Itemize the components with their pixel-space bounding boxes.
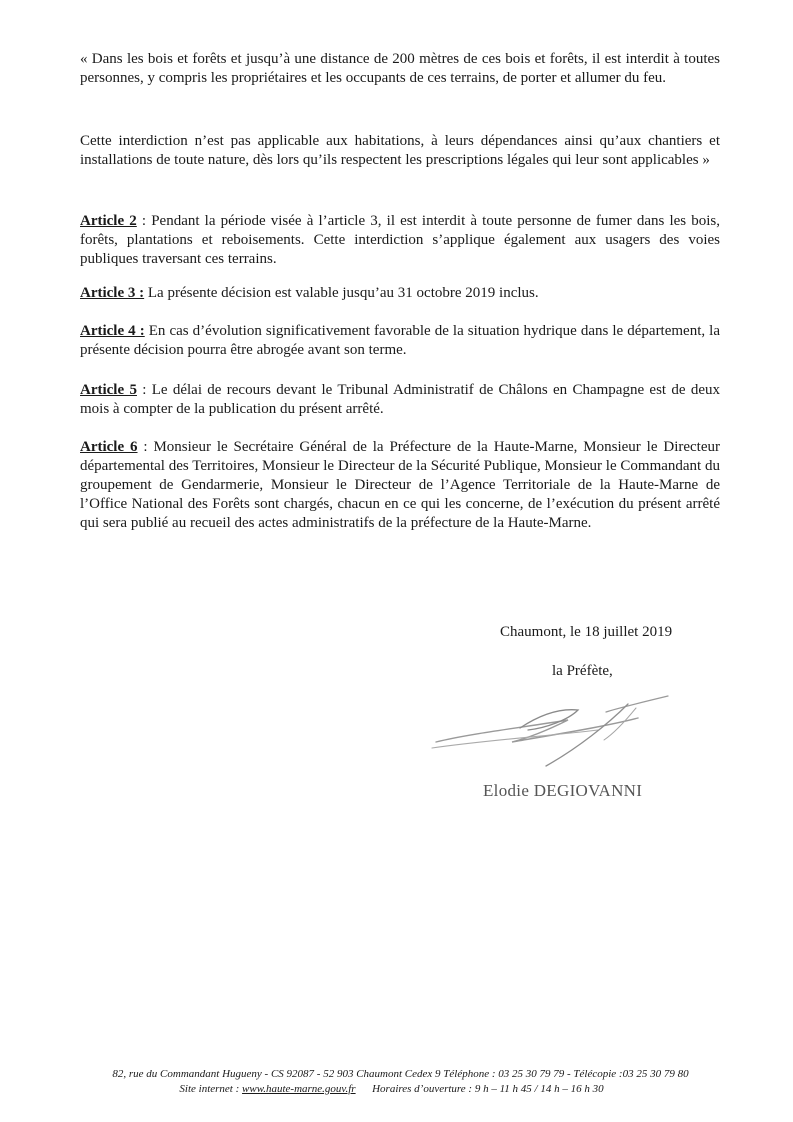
signer-title: la Préfète, [552,663,613,679]
footer-website-link[interactable]: www.haute-marne.gouv.fr [242,1083,356,1095]
article-5-label: Article 5 [80,382,137,398]
article-6 [80,438,720,533]
article-5-text: Le délai de recours devant le Tribunal Administratif de Châlons en Champagne est de deux mois à compter de la publication du présent arrêté. [80,382,721,417]
article-3-text: La présente décision est valable jusqu’au 31 octobre 2019 inclus. [147,285,539,301]
article-5-separator: : [136,382,152,398]
article-2-separator: : [136,213,152,229]
article-5 [80,381,720,419]
article-2-text: Pendant la période visée à l’article 3, il est interdit à toute personne de fumer dans les bois, forêts, plantations et reboisements. Cette interdiction s’applique également aux usagers des voies publiques traversant ces terrains. [80,213,720,267]
place-and-date: Chaumont, le 18 juillet 2019 [500,624,673,640]
quoted-paragraph-1: « Dans les bois et forêts et jusqu’à une distance de 200 mètres de ces bois et forêts, il est interdit à toutes personnes, y compris les propriétaires et les occupants de ces terrains, de porter et allumer du feu. [80,51,720,86]
article-6-text: Monsieur le Secrétaire Général de la Préfecture de la Haute-Marne, Monsieur le Directeur départemental des Territoires, Monsieur le Directeur de la Sécurité Publique, Monsieur le Commandant du groupement de Gendarmerie, Monsieur le Directeur de l’Agence Territoriale de la Haute-Marne de l’Office National des Forêts sont chargés, chacun en ce qui les concerne, de l’exécution du présent arrêté qui sera publié au recueil des actes administratifs de la préfecture de la Haute-Marne. [80,439,720,531]
article-3 [80,284,720,303]
footer-website-label: Site internet : [179,1083,240,1095]
article-2-label: Article 2 [80,213,137,229]
signer-name: Elodie DEGIOVANNI [483,781,643,800]
article-4-text: En cas d’évolution significativement favorable de la situation hydrique dans le département, la présente décision pourra être abrogée avant son terme. [80,323,720,358]
footer-hours: Horaires d’ouverture : 9 h – 11 h 45 / 14 h – 16 h 30 [372,1083,604,1095]
article-2 [80,212,720,269]
article-3-label: Article 3 : [80,285,145,301]
article-6-label: Article 6 [80,439,138,455]
article-6-separator: : [137,439,154,455]
footer-contact-line: 82, rue du Commandant Hugueny - CS 92087 - 52 903 Chaumont Cedex 9 Téléphone : 03 25 30 79 79 - Télécopie :03 25 30 79 80 [112,1068,689,1080]
handwritten-signature [428,690,678,770]
quoted-paragraph-2: Cette interdiction n’est pas applicable aux habitations, à leurs dépendances ainsi qu’aux chantiers et installations de toute nature, dès lors qu’ils respectent les prescriptions légales qui leur sont applicables » [80,133,720,168]
footer-address: 82, rue du Commandant Hugueny - CS 92087 - 52 903 Chaumont Cedex 9 [112,1068,441,1080]
footer-telephone: Téléphone : 03 25 30 79 79 [443,1068,565,1080]
footer-web-line [0,1082,788,1096]
footer-telecopie: Télécopie :03 25 30 79 80 [573,1068,689,1080]
article-4 [80,322,720,360]
article-4-label: Article 4 : [80,323,145,339]
